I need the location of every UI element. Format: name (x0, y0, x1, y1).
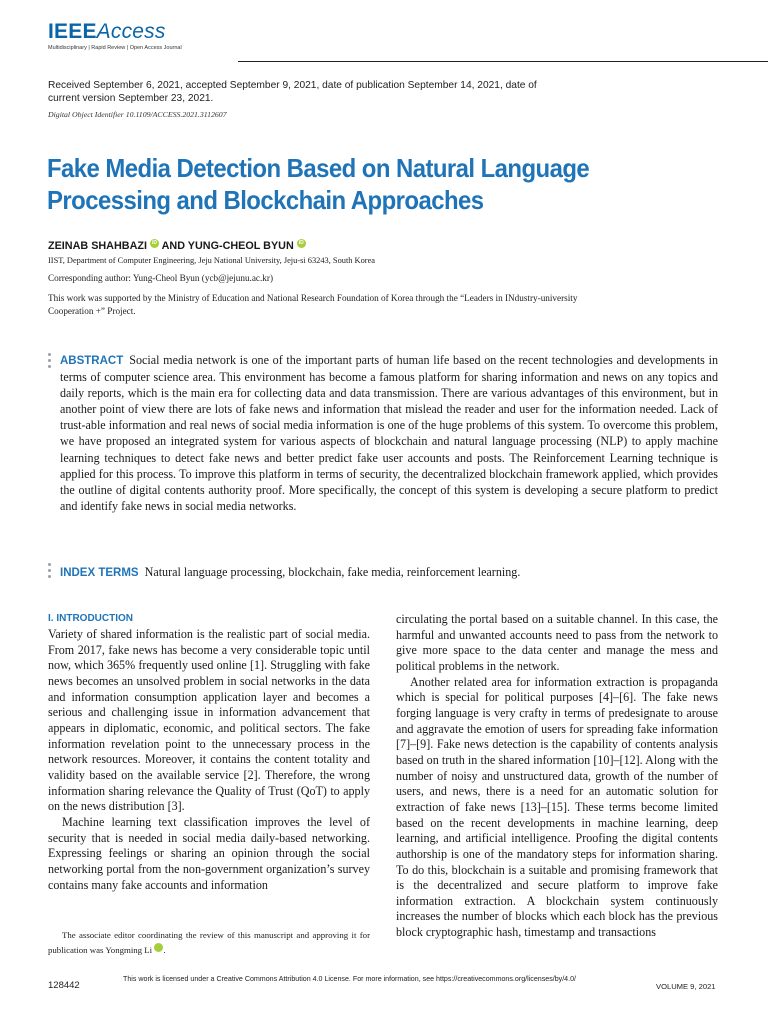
editor-footnote (48, 928, 370, 958)
orcid-icon[interactable]: iD (151, 240, 157, 246)
header-divider (238, 61, 768, 62)
abstract-label: ABSTRACT (60, 355, 124, 367)
author-name: AND YUNG-CHEOL BYUN (161, 240, 294, 252)
paper-title: Fake Media Detection Based on Natural Language Processing and Blockchain Approaches (47, 153, 590, 215)
author-name: ZEINAB SHAHBAZI (48, 240, 147, 252)
license-notice[interactable]: This work is licensed under a Creative Commons Attribution 4.0 License. For more information, see https://creativecommons.org/licenses/by/4.0/ (123, 975, 577, 983)
body-paragraph: Machine learning text classification improves the level of security that is needed in social media daily-based networking. Expressing feelings or sharing an opinion through the social networking portal from the non-government organization’s survey contains many fake accounts and information (48, 814, 370, 892)
footnote-suffix: . (163, 945, 166, 955)
corresponding-author: Corresponding author: Yung-Cheol Byun (ycb@jejunu.ac.kr) (48, 273, 274, 283)
journal-logo (48, 20, 182, 44)
index-terms-label: INDEX TERMS (60, 567, 139, 579)
doi-line[interactable]: Digital Object Identifier 10.1109/ACCESS.2021.3112607 (48, 110, 227, 119)
right-column (396, 612, 718, 941)
page-number: 128442 (48, 980, 80, 991)
abstract (60, 352, 718, 514)
volume-info: VOLUME 9, 2021 (656, 982, 716, 991)
index-terms (60, 564, 718, 581)
funding-statement: This work was supported by the Ministry of Education and National Research Foundation of Korea through the “Leaders in INdustry-university Cooperation +” Project. (48, 293, 578, 316)
footnote-text: The associate editor coordinating the review of this manuscript and approving it for publication was Yongming Li (48, 930, 370, 955)
body-paragraph: Variety of shared information is the realistic part of social media. From 2017, fake news has become a very considerable topic until now, which 365% frequently used online [1]. Struggling with fake news becomes an unsolved problem in social networks in the data and information consumption application layer and becomes a serious and challenging issue in information advancement that appears in diplomatic, economic, and political sectors. The fake information revelation point to the unnecessary process in the network resources. Moreover, it contains the content totality and validity based on the available service [2]. Therefore, the wrong information sharing relevance the Quality of Trust (QoT) to apply on the news distribution [3]. (48, 627, 370, 814)
abstract-text: Social media network is one of the important parts of human life based on the recent technologies and developments in terms of computer science area. This environment has become a famous platform for sharing information and news on any topics and daily reports, which is the main era for collecting data and data transmission. There are various advantages of this environment, but in another point of view there are lots of fake news and information that mislead the reader and user for the information needed. Lack of trust-able information and real news of social media information is one of the huge problems of this system. To overcome this problem, we have proposed an integrated system for various aspects of blockchain and natural language processing (NLP) to apply machine learning techniques to detect fake news and better predict fake user accounts and posts. The Reinforcement Learning technique is applied for this process. To improve this platform in terms of security, the decentralized blockchain framework applied, which provides the outline of digital contents authority proof. More specifically, the concept of this system is developing a secure platform to predict and identify fake news in social media networks. (60, 353, 718, 513)
logo-ieee: IEEE (48, 20, 97, 43)
section-heading: I. INTRODUCTION (48, 613, 133, 624)
section-marker-icon (48, 353, 52, 371)
author-list (48, 239, 306, 252)
logo-access: Access (96, 20, 166, 43)
journal-tagline: Multidisciplinary | Rapid Review | Open Access Journal (48, 45, 182, 51)
affiliation: IIST, Department of Computer Engineering, Jeju National University, Jeju-si 63243, South Korea (48, 256, 376, 265)
body-paragraph: Another related area for information extraction is propaganda which is special for political purposes [4]–[6]. The fake news forging language is very crafty in terms of predesignate to arouse and aggravate the emotion of users for spreading fake information [7]–[9]. Fake news detection is the capability of contents analysis based on truth in the shared information [10]–[12]. Along with the number of noisy and unstructured data, growth of the number of users, and news, there is a need for an automatic solution for extraction of fake news [13]–[15]. These terms become limited based on the recent developments in machine learning, deep learning, and artificial intelligence. Proofing the digital contents authorship is one of the mandatory steps for information sharing. To do this, blockchain is a suitable and promising framework that is the decentralized and secure platform to improve fake information extraction. A blockchain system continuously increases the number of blocks which each block has the previous block cryptographic hash, timestamp and transactions (396, 674, 718, 940)
index-terms-text: Natural language processing, blockchain, fake media, reinforcement learning. (144, 565, 521, 579)
received-dates: Received September 6, 2021, accepted September 9, 2021, date of publication September 14, 2021, date of current version September 23, 2021. (48, 80, 537, 104)
orcid-icon[interactable]: iD (298, 240, 304, 246)
journal-brand (48, 20, 182, 51)
orcid-icon[interactable]: iD (154, 943, 163, 952)
section-marker-icon (48, 563, 52, 581)
body-paragraph: circulating the portal based on a suitable channel. In this case, the harmful and unwanted accounts need to pass from the network to give more space to the data center and manage the mess and political problems in the network. (396, 612, 718, 673)
left-column (48, 612, 370, 893)
